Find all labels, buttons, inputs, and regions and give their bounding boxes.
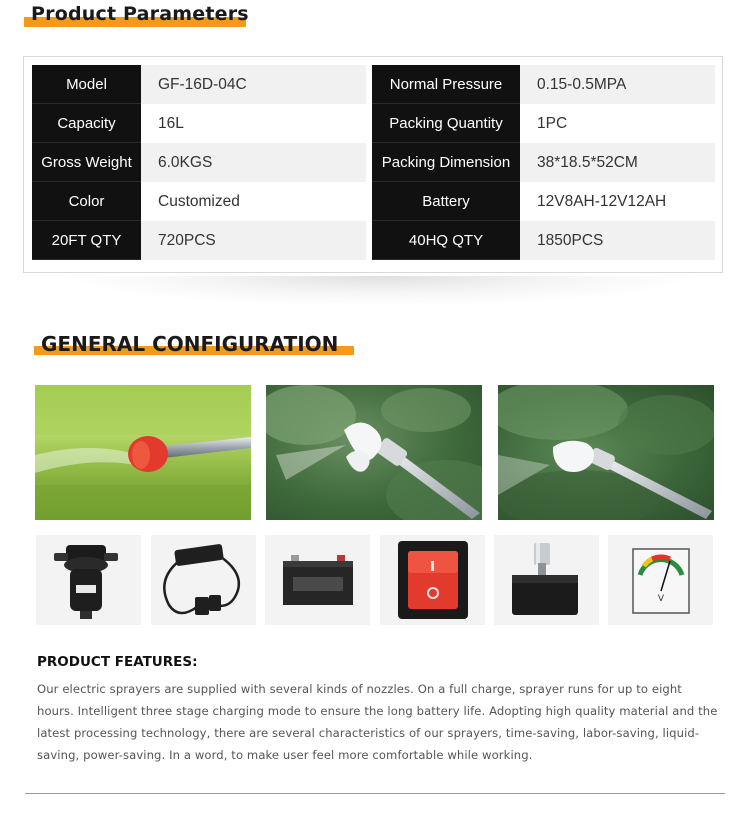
param-row bbox=[372, 104, 715, 143]
battery-icon bbox=[265, 535, 370, 625]
param-value: Customized bbox=[141, 182, 366, 221]
param-value: 1PC bbox=[520, 104, 715, 143]
param-value: 1850PCS bbox=[520, 221, 715, 260]
param-value: 720PCS bbox=[141, 221, 366, 260]
pump-icon bbox=[36, 535, 141, 625]
param-row bbox=[32, 182, 366, 221]
param-row bbox=[372, 143, 715, 182]
section-title: GENERAL CONFIGURATION bbox=[41, 332, 339, 356]
divider bbox=[25, 793, 725, 794]
red-nozzle-spray-photo bbox=[35, 385, 251, 520]
param-row bbox=[32, 104, 366, 143]
parameters-left-column bbox=[32, 65, 366, 260]
param-key: 40HQ QTY bbox=[372, 221, 520, 260]
parameters-right-column bbox=[372, 65, 715, 260]
param-key: Capacity bbox=[32, 104, 141, 143]
charger-icon bbox=[151, 535, 256, 625]
param-value: 38*18.5*52CM bbox=[520, 143, 715, 182]
param-row bbox=[372, 221, 715, 260]
param-value: 16L bbox=[141, 104, 366, 143]
param-key: Packing Dimension bbox=[372, 143, 520, 182]
product-parameters-heading bbox=[24, 0, 249, 30]
general-configuration-heading bbox=[34, 330, 354, 358]
param-key: Color bbox=[32, 182, 141, 221]
param-row bbox=[32, 65, 366, 104]
param-row bbox=[32, 221, 366, 260]
product-features-title: PRODUCT FEATURES: bbox=[37, 654, 198, 670]
product-features-body: Our electric sprayers are supplied with several kinds of nozzles. On a full charge, sprayer runs for up to eight hours. Intelligent three stage charging mode to ensure the long battery life. Adopting high quality material and the latest processing technology, there are several characteristics of our sprayers, time-saving, labor-saving, liquid-saving, power-saving. In a word, to make user feel more comfortable while working. bbox=[37, 682, 718, 762]
pressure-knob-icon bbox=[494, 535, 599, 625]
param-key: Battery bbox=[372, 182, 520, 221]
white-fan-nozzle-photo bbox=[266, 385, 482, 520]
section-title: Product Parameters bbox=[31, 3, 249, 25]
param-key: Gross Weight bbox=[32, 143, 141, 182]
table-shadow bbox=[60, 276, 700, 306]
param-row bbox=[32, 143, 366, 182]
param-value: 12V8AH-12V12AH bbox=[520, 182, 715, 221]
param-key: Normal Pressure bbox=[372, 65, 520, 104]
param-row bbox=[372, 65, 715, 104]
white-nozzle-mist-photo bbox=[498, 385, 714, 520]
param-key: 20FT QTY bbox=[32, 221, 141, 260]
param-value: GF-16D-04C bbox=[141, 65, 366, 104]
rocker-switch-icon bbox=[380, 535, 485, 625]
param-key: Packing Quantity bbox=[372, 104, 520, 143]
param-value: 0.15-0.5MPA bbox=[520, 65, 715, 104]
meter-unit-label: V bbox=[657, 594, 665, 604]
parameters-table bbox=[23, 56, 723, 273]
param-row bbox=[372, 182, 715, 221]
param-value: 6.0KGS bbox=[141, 143, 366, 182]
param-key: Model bbox=[32, 65, 141, 104]
voltmeter-icon bbox=[608, 535, 713, 625]
